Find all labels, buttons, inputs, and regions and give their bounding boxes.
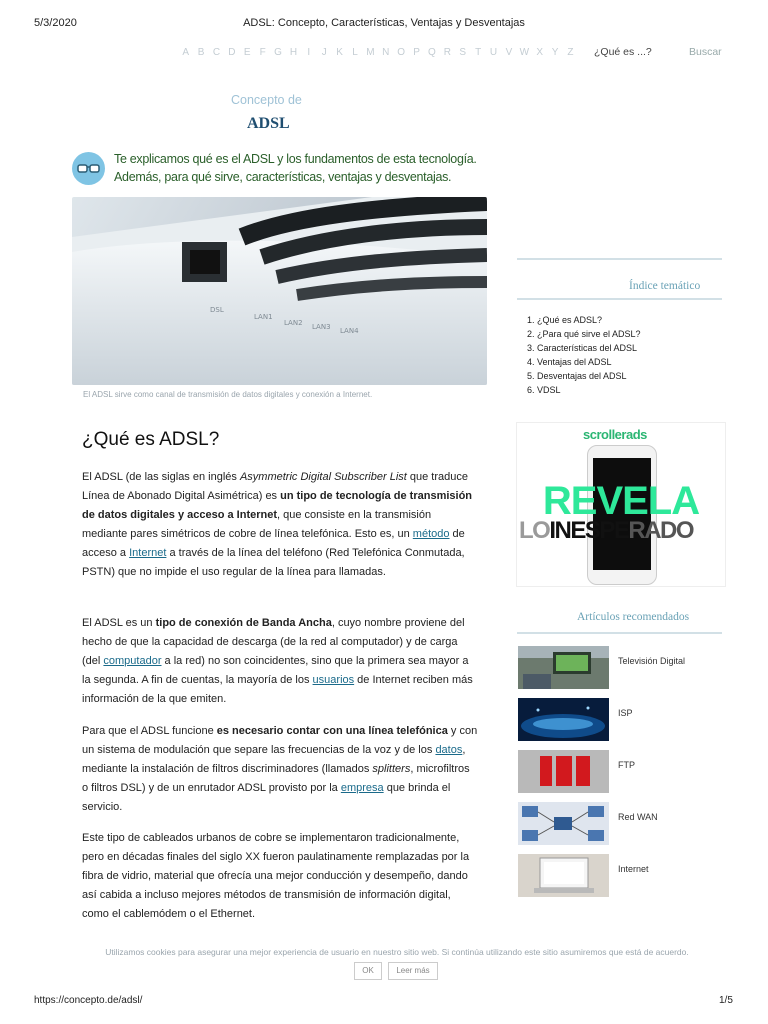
letter-link-s[interactable]: S — [459, 47, 467, 58]
glasses-icon — [72, 152, 105, 185]
ftp-thumbnail — [518, 750, 609, 793]
letter-link-a[interactable]: A — [182, 47, 190, 58]
port-label-lan1: LAN1 — [254, 313, 273, 321]
toc-item-1[interactable]: 1. ¿Qué es ADSL? — [527, 315, 603, 325]
text: a través de la línea del teléfono (Red Telefónica Conmutada, PSTN) que no impide el uso regular de la línea para llamadas. — [82, 547, 465, 578]
section-heading: ¿Qué es ADSL? — [82, 429, 220, 450]
letter-link-p[interactable]: P — [413, 47, 420, 58]
tv-thumbnail — [518, 646, 609, 689]
link-metodo[interactable]: método — [412, 528, 450, 540]
concepto-de-label: Concepto de — [231, 93, 302, 107]
print-page-number: 1/5 — [719, 995, 733, 1006]
letter-link-o[interactable]: O — [397, 47, 406, 58]
toc-item-2[interactable]: 2. ¿Para qué sirve el ADSL? — [527, 329, 641, 339]
cookie-ok-button[interactable]: OK — [354, 962, 382, 980]
letter-link-v[interactable]: V — [505, 47, 513, 58]
letter-link-g[interactable]: G — [274, 47, 282, 58]
text: a la red) no son coincidentes, sino que la primera sea mayor a la segunda. A fin de cuentas, la mayoría de los — [82, 655, 469, 686]
ad-headline: REVELA — [542, 479, 700, 523]
link-datos[interactable]: datos — [435, 744, 463, 756]
letter-link-j[interactable]: J — [321, 47, 327, 58]
toc-item-5[interactable]: 5. Desventajas del ADSL — [527, 371, 627, 381]
recommended-label: Televisión Digital — [618, 656, 686, 666]
paragraph-3 — [82, 722, 478, 817]
letter-link-e[interactable]: E — [243, 47, 251, 58]
cookie-notice: Utilizamos cookies para asegurar una mejor experiencia de usuario en nuestro sitio web. Si continúa utilizando este sitio asumiremos que está de acuerdo. — [105, 947, 689, 957]
intro-text — [114, 150, 494, 186]
port-label-dsl: DSL — [210, 306, 224, 314]
print-title: ADSL: Concepto, Características, Ventajas y Desventajas — [243, 17, 525, 29]
letter-link-m[interactable]: M — [366, 47, 375, 58]
hero-caption: El ADSL sirve como canal de transmisión de datos digitales y conexión a Internet. — [83, 390, 373, 399]
letter-link-z[interactable]: Z — [567, 47, 574, 58]
alphabet-nav — [178, 47, 578, 58]
letter-link-i[interactable]: I — [307, 47, 311, 58]
letter-link-b[interactable]: B — [197, 47, 205, 58]
print-url: https://concepto.de/adsl/ — [34, 995, 143, 1006]
link-computador[interactable]: computador — [103, 655, 162, 667]
text-bold: tipo de conexión de Banda Ancha — [155, 617, 332, 629]
text: El ADSL es un — [82, 617, 156, 629]
text-bold: es necesario contar con una línea telefónica — [216, 725, 448, 737]
text: , cuyo nombre proviene del hecho de que la capacidad de descarga (de la red al computador) y de carga (del — [82, 617, 465, 667]
paragraph-4: Este tipo de cableados urbanos de cobre se implementaron tradicionalmente, pero en décadas finales del siglo XX fueron paulatinamente remplazadas por la fibra de vidrio, material que ofrecía una mejor conducción y desempeño, dando así cabida a incluso mejores métodos de transmisión de información digital, como el cablemódem o el Ethernet. — [82, 832, 470, 920]
text: y con un sistema de modulación que separe las frecuencias de la voz y de los — [82, 725, 478, 756]
ad-subheadline — [519, 518, 725, 544]
text: El ADSL (de las siglas en inglés — [82, 471, 240, 483]
letter-link-d[interactable]: D — [228, 47, 236, 58]
text: que traduce Línea de Abonado Digital Asimétrica) es — [82, 471, 468, 502]
ad-sub-right: RADO — [628, 517, 694, 544]
recommended-label: Internet — [618, 864, 649, 874]
ad-sub-mid: INESPE — [549, 517, 629, 544]
hero-router-image — [72, 197, 487, 385]
que-es-menu[interactable]: ¿Qué es ...? — [594, 46, 652, 58]
letter-link-k[interactable]: K — [336, 47, 343, 58]
letter-link-u[interactable]: U — [489, 47, 498, 58]
port-label-lan3: LAN3 — [312, 323, 331, 331]
paragraph-2 — [82, 614, 478, 709]
text-italic: Asymmetric Digital Subscriber List — [239, 471, 407, 483]
divider — [517, 298, 722, 300]
letter-link-q[interactable]: Q — [428, 47, 436, 58]
indice-title: Índice temático — [629, 280, 701, 292]
text-bold: un tipo de tecnología de transmisión de datos digitales y acceso a Internet — [82, 490, 473, 521]
link-empresa[interactable]: empresa — [340, 782, 384, 794]
divider — [517, 258, 722, 260]
isp-thumbnail — [518, 698, 609, 741]
cookie-leer-mas-button[interactable]: Leer más — [388, 962, 438, 980]
letter-link-y[interactable]: Y — [551, 47, 559, 58]
text: de acceso a — [82, 528, 465, 559]
letter-link-c[interactable]: C — [212, 47, 221, 58]
divider — [517, 632, 722, 634]
port-label-lan2: LAN2 — [284, 319, 303, 327]
letter-link-t[interactable]: T — [475, 47, 482, 58]
page-title: ADSL — [247, 115, 290, 132]
toc-item-4[interactable]: 4. Ventajas del ADSL — [527, 357, 612, 367]
recommended-title: Artículos recomendados — [577, 611, 690, 623]
recommended-label: ISP — [618, 708, 633, 718]
text: Para que el ADSL funcione — [82, 725, 217, 737]
letter-link-f[interactable]: F — [259, 47, 266, 58]
ad-brand: scrollerads — [583, 427, 647, 442]
port-label-lan4: LAN4 — [340, 327, 359, 335]
table-of-contents — [527, 313, 641, 397]
letter-link-x[interactable]: X — [536, 47, 544, 58]
text: de Internet reciben más información de la que emiten. — [82, 674, 473, 705]
intro-line-2: Además, para qué sirve, características, ventajas y desventajas. — [114, 170, 452, 184]
recommended-label: FTP — [618, 760, 635, 770]
recommended-label: Red WAN — [618, 812, 658, 822]
text: , mediante la instalación de filtros discriminadores (llamados — [82, 744, 466, 775]
link-usuarios[interactable]: usuarios — [312, 674, 355, 686]
ad-sub-left: LO — [519, 517, 550, 544]
toc-item-3[interactable]: 3. Características del ADSL — [527, 343, 638, 353]
text: , microfiltros o filtros DSL) y de un enrutador ADSL provisto por la — [82, 763, 470, 794]
letter-link-l[interactable]: L — [352, 47, 358, 58]
print-date: 5/3/2020 — [34, 17, 77, 29]
advertisement[interactable] — [516, 422, 726, 587]
text-italic: splitters — [372, 763, 411, 775]
paragraph-1 — [82, 468, 478, 582]
toc-item-6[interactable]: 6. VDSL — [527, 385, 561, 395]
intro-line-1: Te explicamos qué es el ADSL y los fundamentos de esta tecnología. — [114, 152, 477, 166]
letter-link-n[interactable]: N — [382, 47, 390, 58]
text: , que consiste en la transmisión mediante pares simétricos de cobre de línea telefónica. Esto es, un — [82, 509, 432, 540]
internet-thumbnail — [518, 854, 609, 897]
link-internet[interactable]: Internet — [129, 547, 167, 559]
letter-link-h[interactable]: H — [289, 47, 298, 58]
search-link[interactable]: Buscar — [689, 46, 722, 58]
letter-link-w[interactable]: W — [519, 47, 530, 58]
wan-thumbnail — [518, 802, 609, 845]
text: que brinda el servicio. — [82, 782, 451, 813]
letter-link-r[interactable]: R — [443, 47, 451, 58]
